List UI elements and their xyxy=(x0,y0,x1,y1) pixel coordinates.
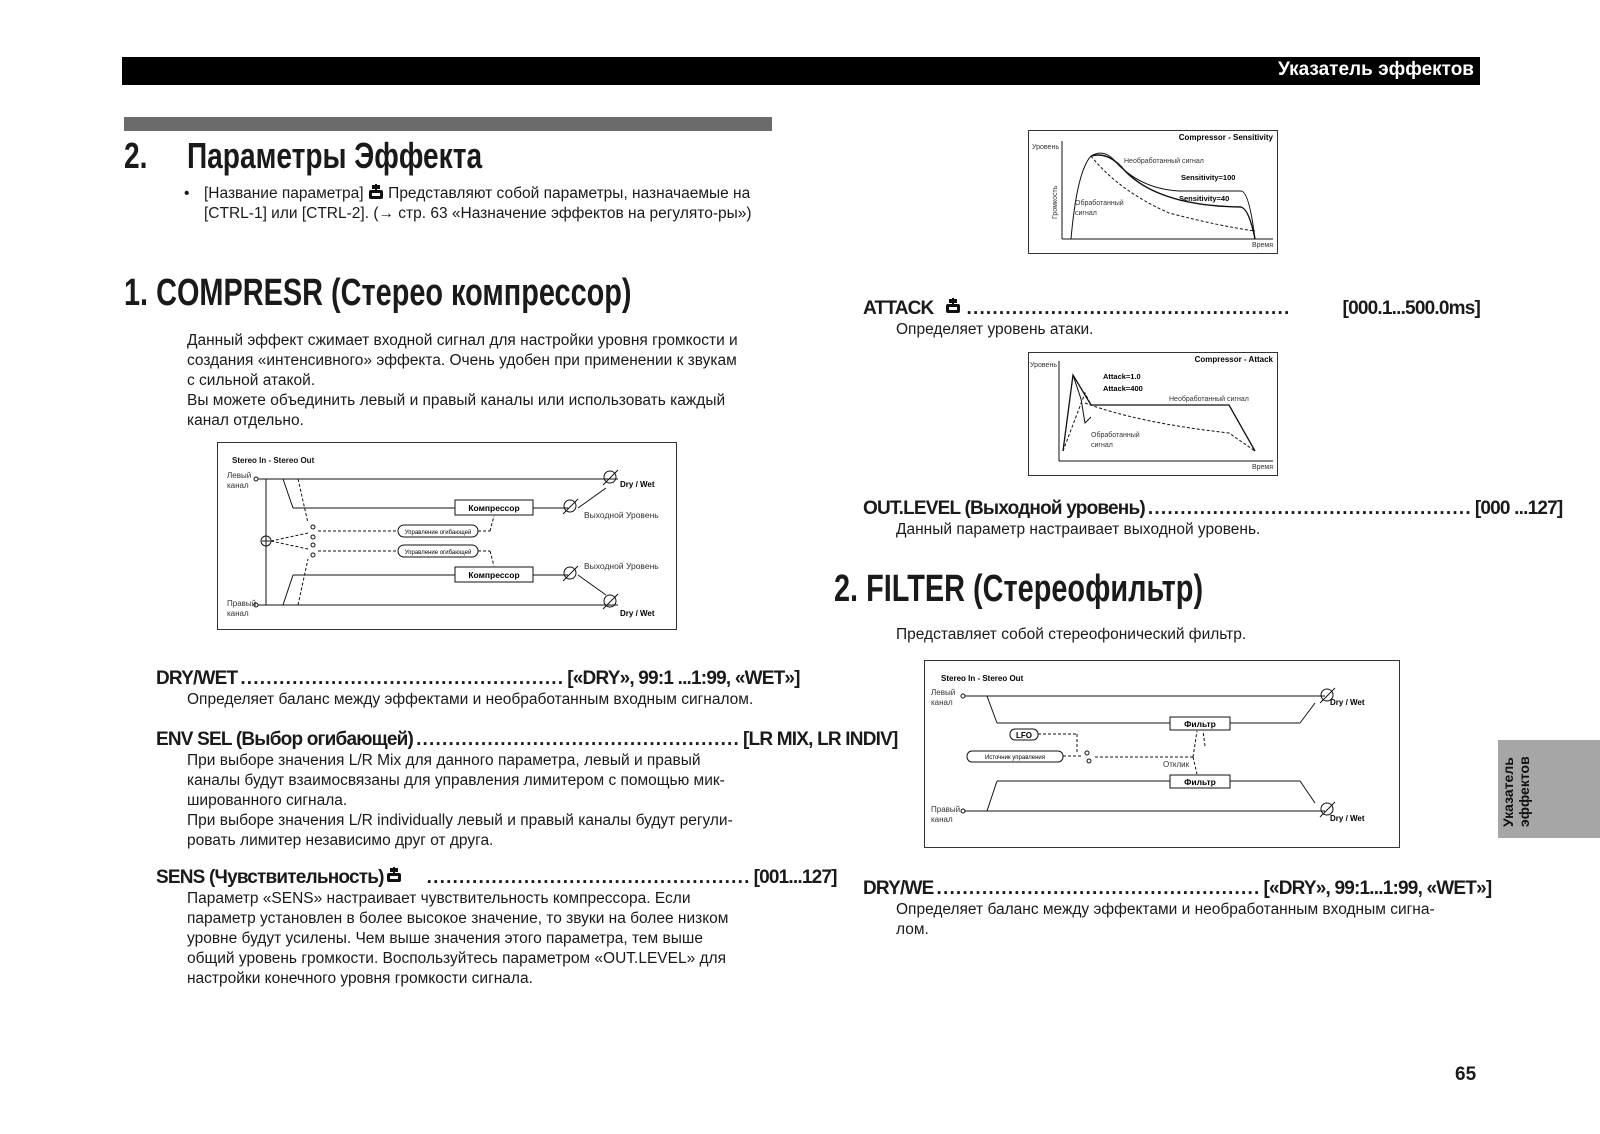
param-desc: Определяет уровень атаки. xyxy=(896,321,1094,338)
header-bar xyxy=(122,57,1480,85)
param-attack xyxy=(863,298,1480,340)
graph-attack-1: Attack=1.0 xyxy=(1103,372,1141,381)
lfo-label: LFO xyxy=(1016,731,1032,740)
param-env-sel xyxy=(156,729,898,851)
param-dry-wet xyxy=(156,668,800,710)
right-channel-label: канал xyxy=(931,815,953,824)
envelope-control-bottom: Управление огибающей xyxy=(404,550,472,556)
param-desc-line: лом. xyxy=(896,921,929,938)
graph-y-label: Уровень xyxy=(1030,362,1057,369)
filter-block-diagram xyxy=(924,660,1400,848)
control-source-label: Источник управления xyxy=(984,755,1046,761)
param-name: ATTACK xyxy=(863,298,934,319)
compressor-desc-line: Данный эффект сжимает входной сигнал для настройки уровня громкости и xyxy=(187,332,738,349)
compressor-heading: 1. COMPRESR (Стерео компрессор) xyxy=(124,272,632,314)
graph-attack-400: Attack=400 xyxy=(1103,384,1143,393)
param-desc-line: параметр установлен в более высокое значение, то звуки на более низком xyxy=(187,910,729,927)
graph-processed: сигнал xyxy=(1075,210,1097,217)
section-rule xyxy=(124,117,772,131)
param-range: [«DRY», 99:1...1:99, «WET»] xyxy=(1263,878,1492,899)
diagram-title: Stereo In - Stereo Out xyxy=(232,456,315,465)
param-name: DRY/WET xyxy=(156,668,238,689)
compressor-block-bottom: Компрессор xyxy=(468,570,520,580)
right-channel-label: канал xyxy=(227,609,249,618)
param-dots: .................................................. xyxy=(240,668,565,689)
ctrl-knob-icon xyxy=(945,298,961,314)
param-desc-line: При выборе значения L/R individually левый и правый каналы будут регули- xyxy=(187,812,733,829)
compressor-description xyxy=(187,331,777,431)
param-desc-line: уровне будут усилены. Чем выше значения этого параметра, тем выше xyxy=(187,930,703,947)
graph-unprocessed: Необработанный сигнал xyxy=(1124,158,1204,165)
graph-processed: сигнал xyxy=(1091,442,1113,449)
dry-wet-bottom: Dry / Wet xyxy=(1330,814,1365,823)
attack-graph xyxy=(1028,352,1278,476)
section-number: 2. xyxy=(124,135,148,176)
page-number: 65 xyxy=(1455,1064,1477,1085)
param-desc-line: При выборе значения L/R Mix для данного параметра, левый и правый xyxy=(187,752,701,769)
param-dots: .................................................. xyxy=(966,298,1291,319)
compressor-desc-line: с сильной атакой. xyxy=(187,372,316,389)
dry-wet-bottom: Dry / Wet xyxy=(620,609,655,618)
graph-title: Compressor - Attack xyxy=(1194,355,1273,364)
side-tab-line: эффектов xyxy=(1516,756,1532,828)
bullet-text-before: [Название параметра] xyxy=(204,185,364,202)
graph-x-label: Время xyxy=(1251,242,1273,249)
param-range: [000.1...500.0ms] xyxy=(1342,298,1480,319)
param-desc-line: настройки конечного уровня громкости сигнала. xyxy=(187,970,533,987)
graph-x-label: Время xyxy=(1251,464,1273,471)
graph-unprocessed: Необработанный сигнал xyxy=(1169,396,1249,403)
compressor-desc-line: канал отдельно. xyxy=(187,412,304,429)
param-range: [001...127] xyxy=(753,867,837,888)
left-channel-label: Левый xyxy=(931,688,956,697)
section-title: Параметры Эффекта xyxy=(187,135,483,176)
envelope-control-top: Управление огибающей xyxy=(404,530,472,536)
param-desc-line: шированного сигнала. xyxy=(187,792,348,809)
param-range: [«DRY», 99:1 ...1:99, «WET»] xyxy=(567,668,800,689)
right-channel-label: Правый xyxy=(931,805,961,814)
output-level-bottom: Выходной Уровень xyxy=(584,561,659,571)
side-tab-line: Указатель xyxy=(1500,757,1516,827)
response-label: Отклик xyxy=(1163,760,1190,769)
compressor-desc-line: создания «интенсивного» эффекта. Очень удобен при применении к звукам xyxy=(187,352,737,369)
sensitivity-graph xyxy=(1028,130,1278,254)
side-tab-label xyxy=(1500,752,1596,832)
param-sens xyxy=(156,867,837,989)
param-range: [000 ...127] xyxy=(1474,498,1563,519)
param-desc-line: ровать лимитер независимо друг от друга. xyxy=(187,832,494,849)
param-dots: .................................................. xyxy=(416,729,741,750)
right-channel-label: Правый xyxy=(227,599,257,608)
filter-description: Представляет собой стереофонический фильтр. xyxy=(896,626,1247,643)
param-name: OUT.LEVEL (Выходной уровень) xyxy=(863,498,1145,519)
compressor-block-top: Компрессор xyxy=(468,503,520,513)
param-dots: .................................................. xyxy=(936,878,1261,899)
filter-heading: 2. FILTER (Стереофильтр) xyxy=(834,568,1204,610)
graph-title: Compressor - Sensitivity xyxy=(1178,133,1273,142)
param-out-level xyxy=(863,498,1563,540)
diagram-title: Stereo In - Stereo Out xyxy=(941,674,1024,683)
filter-block-top: Фильтр xyxy=(1184,719,1216,729)
param-dots: .................................................. xyxy=(426,867,751,888)
compressor-desc-line: Вы можете объединить левый и правый каналы или использовать каждый xyxy=(187,392,726,409)
ctrl-knob-icon xyxy=(386,867,402,883)
graph-y-label: Уровень xyxy=(1032,144,1059,151)
param-desc-line: общий уровень громкости. Воспользуйтесь параметром «OUT.LEVEL» для xyxy=(187,950,726,967)
bullet-text-after: Представляют собой параметры, назначаемые на [CTRL-1] или [CTRL-2]. (→ стр. 63 «Назначение эффектов на регулято-ры») xyxy=(204,185,752,222)
graph-y-axis: Громкость xyxy=(1052,185,1059,219)
left-channel-label: Левый xyxy=(227,471,252,480)
output-level-top: Выходной Уровень xyxy=(584,510,659,520)
param-desc-line: Определяет баланс между эффектами и необработанным входным сигна- xyxy=(896,901,1435,918)
left-channel-label: канал xyxy=(931,698,953,707)
graph-s100: Sensitivity=100 xyxy=(1181,173,1236,182)
param-desc-line: Параметр «SENS» настраивает чувствительность компрессора. Если xyxy=(187,890,691,907)
param-dots: .................................................. xyxy=(1147,498,1472,519)
param-filter-dry-wet xyxy=(863,878,1492,940)
param-name: SENS (Чувствительность) xyxy=(156,867,384,888)
filter-block-bottom: Фильтр xyxy=(1184,777,1216,787)
param-desc-line: каналы будут взаимосвязаны для управления лимитером с помощью мик- xyxy=(187,772,725,789)
graph-s40: Sensitivity=40 xyxy=(1179,194,1230,203)
param-name: DRY/WE xyxy=(863,878,934,899)
param-desc: Данный параметр настраивает выходной уровень. xyxy=(896,521,1261,538)
param-desc: Определяет баланс между эффектами и необработанным входным сигналом. xyxy=(187,691,754,708)
ctrl-knob-icon xyxy=(368,184,384,200)
compressor-block-diagram xyxy=(217,442,677,630)
header-title: Указатель эффектов xyxy=(1278,59,1474,80)
bullet-dot: • xyxy=(184,185,190,202)
dry-wet-top: Dry / Wet xyxy=(620,480,655,489)
left-channel-label: канал xyxy=(227,481,249,490)
param-range: [LR MIX, LR INDIV] xyxy=(743,729,898,750)
graph-processed: Обработанный xyxy=(1091,432,1140,439)
param-name: ENV SEL (Выбор огибающей) xyxy=(156,729,414,750)
graph-processed: Обработанный xyxy=(1075,200,1124,207)
dry-wet-top: Dry / Wet xyxy=(1330,698,1365,707)
